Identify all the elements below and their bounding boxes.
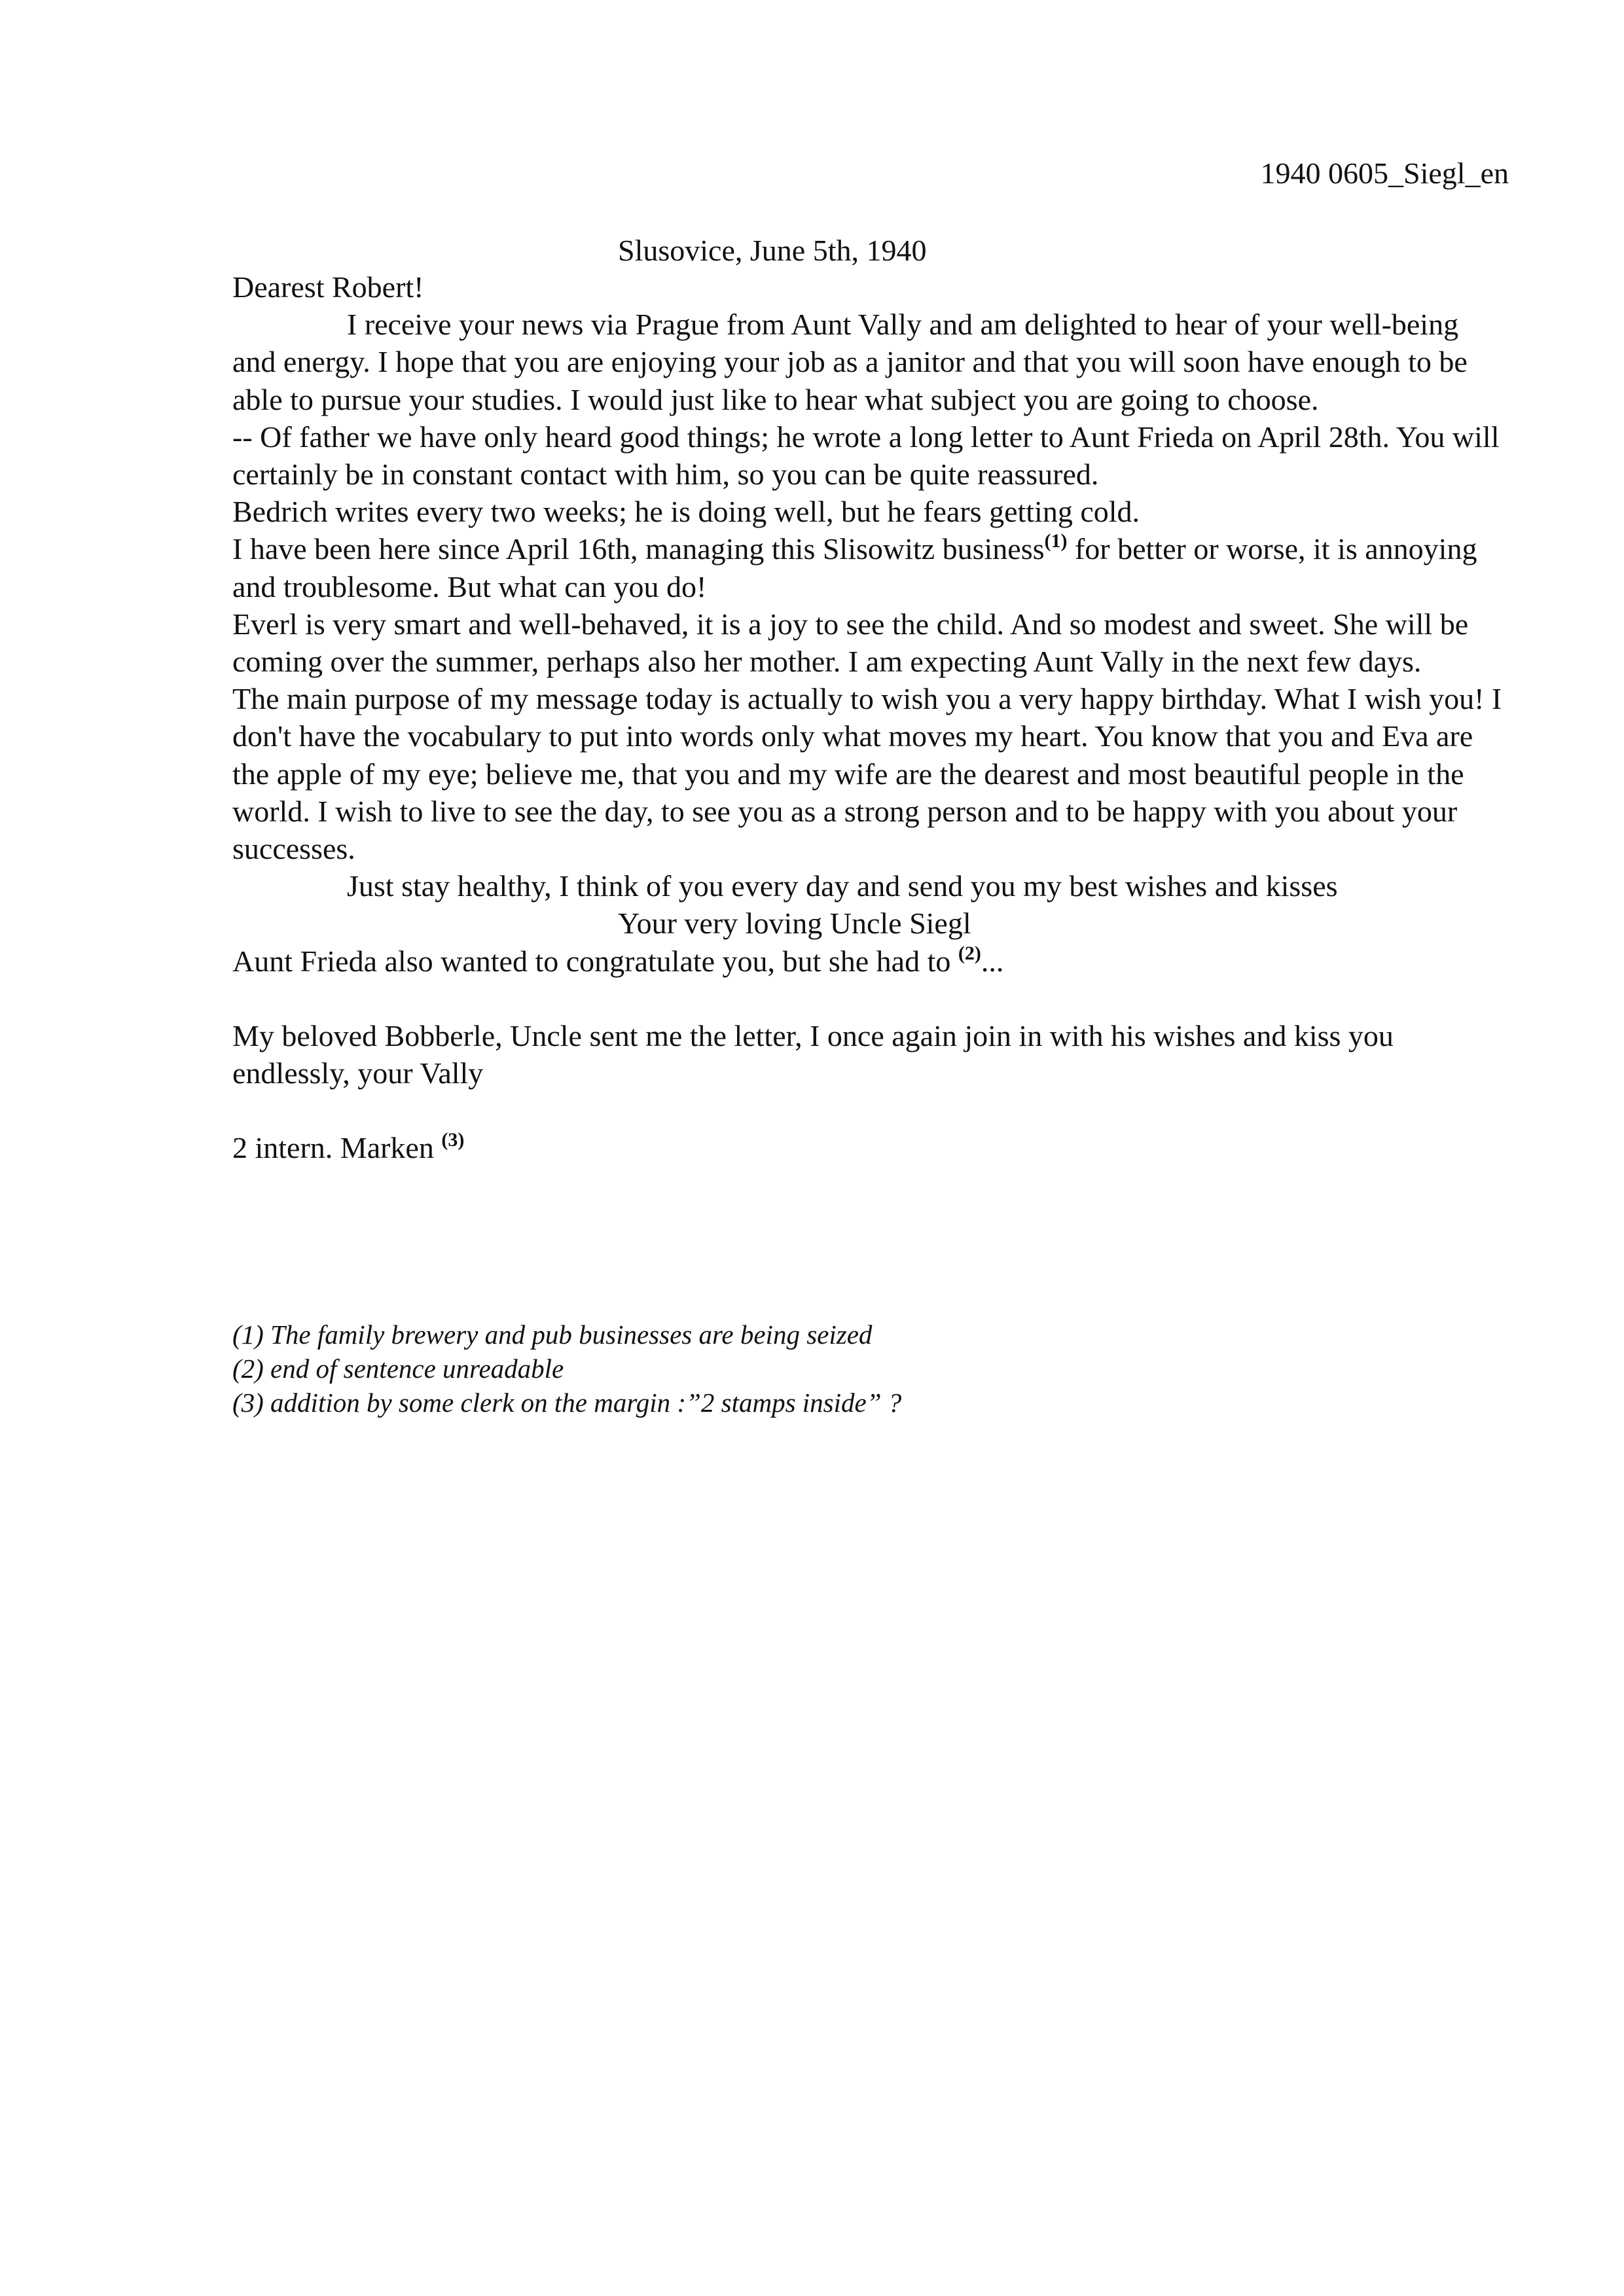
letter-body xyxy=(232,268,1509,1166)
paragraph-closing: Just stay healthy, I think of you every day and send you my best wishes and kisses xyxy=(347,869,1338,903)
footnote-2: (2) end of sentence unreadable xyxy=(232,1354,564,1384)
footnote-1: (1) The family brewery and pub businesses are being seized xyxy=(232,1319,873,1350)
signature: Your very loving Uncle Siegl xyxy=(618,906,971,941)
footnotes xyxy=(232,1318,901,1420)
footnote-ref-3: (3) xyxy=(441,1129,465,1151)
spacer xyxy=(232,980,1509,1017)
salutation: Dearest Robert! xyxy=(232,270,424,304)
footnote-ref-2: (2) xyxy=(958,942,981,964)
paragraph-marken xyxy=(232,1129,1509,1166)
paragraph-birthday: The main purpose of my message today is actually to wish you a very happy birthday. What I wish you! I don't have the vocabulary to put into words only what moves my heart. You know that you and Eva are the apple of my eye; believe me, that you and my wife are the dearest and most beautiful people in the world. I wish to live to see the day, to see you as a strong person and to be happy with you about your successes. xyxy=(232,682,1502,866)
paragraph-aunt-frieda-text: Aunt Frieda also wanted to congratulate you, but she had to xyxy=(232,944,958,978)
paragraph-everl: Everl is very smart and well-behaved, it is a joy to see the child. And so modest and sweet. She will be coming over the summer, perhaps also her mother. I am expecting Aunt Vally in the next few days. xyxy=(232,607,1469,679)
paragraph-business-text-a: I have been here since April 16th, managing this Slisowitz business xyxy=(232,532,1045,566)
place-date: Slusovice, June 5th, 1940 xyxy=(618,234,927,267)
paragraph-marken-text: 2 intern. Marken xyxy=(232,1131,442,1165)
paragraph-aunt-frieda xyxy=(232,942,1509,980)
paragraph-aunt-frieda-ellipsis: ... xyxy=(981,944,1004,978)
paragraph-father: -- Of father we have only heard good things; he wrote a long letter to Aunt Frieda on April 28th. You will certainly be in constant contact with him, so you can be quite reassured. xyxy=(232,420,1500,492)
paragraph-bedrich: Bedrich writes every two weeks; he is doing well, but he fears getting cold. xyxy=(232,495,1140,529)
footnote-ref-1: (1) xyxy=(1044,530,1068,552)
footnote-3: (3) addition by some clerk on the margin :”2 stamps inside” ? xyxy=(232,1388,902,1418)
document-reference: 1940 0605_Siegl_en xyxy=(1260,156,1509,190)
paragraph-news: I receive your news via Prague from Aunt Vally and am delighted to hear of your well-being and energy. I hope that you are enjoying your job as a janitor and that you will soon have enough to be able to pursue your studies. I would just like to hear what subject you are going to choose. xyxy=(232,308,1468,416)
paragraph-vally: My beloved Bobberle, Uncle sent me the letter, I once again join in with his wishes and kiss you endlessly, your Vally xyxy=(232,1018,1394,1090)
paragraph-business-text-b: for better or worse, it is annoying and troublesome. But what can you do! xyxy=(232,532,1477,603)
spacer xyxy=(232,1092,1509,1129)
paragraph-business xyxy=(232,530,1509,605)
